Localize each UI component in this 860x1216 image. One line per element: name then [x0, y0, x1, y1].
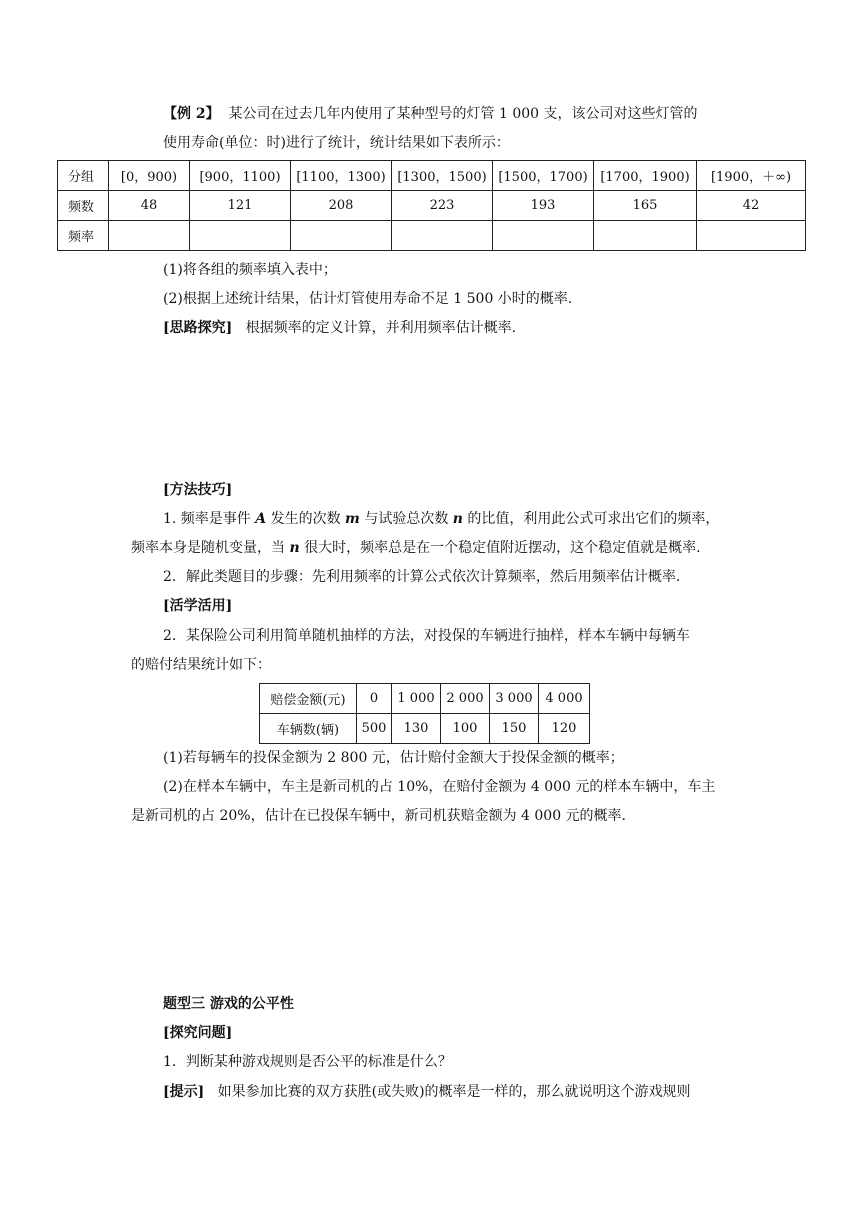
table-cell: [900，1100)	[190, 161, 291, 191]
table-cell: 121	[190, 191, 291, 221]
text-span: 很大时，频率总是在一个稳定值附近摆动，这个稳定值就是概率.	[299, 540, 701, 556]
table-cell: [1700，1900)	[594, 161, 697, 191]
table-row	[58, 221, 806, 251]
table-cell-empty	[190, 221, 291, 251]
question-1: (1)将各组的频率填入表中；	[163, 262, 337, 278]
table-cell: 500	[357, 714, 392, 744]
table-cell: 165	[594, 191, 697, 221]
text-span: 的比值，利用此公式可求出它们的频率，	[462, 511, 720, 527]
hint-label: [提示]	[163, 1084, 205, 1100]
row-label: 频数	[58, 191, 109, 221]
table-cell: 120	[539, 714, 590, 744]
table-row	[58, 191, 806, 221]
example-2-line-1	[163, 104, 698, 124]
text-span: 与试验总次数	[359, 511, 453, 527]
example-2-line-2: 使用寿命(单位：时)进行了统计，统计结果如下表所示：	[163, 135, 510, 151]
methods-p2: 2．解此类题目的步骤：先利用频率的计算公式依次计算频率，然后用频率估计概率.	[163, 569, 681, 585]
table-cell: 150	[490, 714, 539, 744]
table-cell: 42	[697, 191, 806, 221]
table-cell-empty	[392, 221, 493, 251]
explore-question: 1．判断某种游戏规则是否公平的标准是什么？	[163, 1054, 452, 1070]
apply-question-2-line2: 是新司机的占 20%，估计在已投保车辆中，新司机获赔金额为 4 000 元的概率.	[131, 808, 626, 824]
text-span: 1. 频率是事件	[163, 511, 256, 527]
explore-label: [探究问题]	[163, 1025, 233, 1041]
compensation-table	[259, 683, 590, 744]
table-cell: 0	[357, 684, 392, 714]
table-cell: 223	[392, 191, 493, 221]
var-A: A	[255, 511, 267, 527]
thinking-label: [思路探究]	[163, 320, 233, 336]
example-text-1: 某公司在过去几年内使用了某种型号的灯管 1 000 支，该公司对这些灯管的	[228, 106, 698, 122]
apply-line-1: 2．某保险公司利用简单随机抽样的方法，对投保的车辆进行抽样，样本车辆中每辆车	[163, 628, 690, 644]
var-n: n	[452, 511, 463, 527]
table-cell: 208	[291, 191, 392, 221]
apply-question-2-line1: (2)在样本车辆中，车主是新司机的占 10%，在赔付金额为 4 000 元的样本车辆中，车主	[163, 779, 716, 795]
table-cell: 130	[392, 714, 441, 744]
table-row	[260, 684, 590, 714]
table-cell: 3 000	[490, 684, 539, 714]
table-cell: [1100，1300)	[291, 161, 392, 191]
hint-line	[163, 1082, 691, 1102]
table-cell: 车辆数(辆)	[260, 714, 357, 744]
frequency-table	[57, 160, 806, 251]
text-span: 发生的次数	[266, 511, 346, 527]
row-label: 分组	[58, 161, 109, 191]
table-cell: [1300，1500)	[392, 161, 493, 191]
table-cell-empty	[291, 221, 392, 251]
table-cell: 48	[109, 191, 190, 221]
table-cell-empty	[493, 221, 594, 251]
thinking-text: 根据频率的定义计算，并利用频率估计概率.	[245, 320, 517, 336]
table-cell: 赔偿金额(元)	[260, 684, 357, 714]
methods-p1-line2	[131, 538, 701, 558]
apply-label: [活学活用]	[163, 598, 233, 614]
apply-question-1: (1)若每辆车的投保金额为 2 800 元，估计赔付金额大于投保金额的概率；	[163, 750, 624, 766]
section-3-title: 题型三 游戏的公平性	[163, 996, 294, 1012]
table-cell: 2 000	[441, 684, 490, 714]
methods-p1-line1	[163, 509, 719, 529]
hint-text: 如果参加比赛的双方获胜(或失败)的概率是一样的，那么就说明这个游戏规则	[217, 1084, 691, 1100]
example-tag: 【例 2】	[163, 106, 220, 122]
table-cell-empty	[594, 221, 697, 251]
table-cell: [1500，1700)	[493, 161, 594, 191]
text-span: 频率本身是随机变量，当	[131, 540, 290, 556]
table-cell: 4 000	[539, 684, 590, 714]
table-cell: 100	[441, 714, 490, 744]
table-cell-empty	[697, 221, 806, 251]
var-m: m	[345, 511, 360, 527]
table-cell: 193	[493, 191, 594, 221]
table-cell: [1900，＋∞)	[697, 161, 806, 191]
table-cell-empty	[109, 221, 190, 251]
row-label: 频率	[58, 221, 109, 251]
table-cell: 1 000	[392, 684, 441, 714]
question-2: (2)根据上述统计结果，估计灯管使用寿命不足 1 500 小时的概率.	[163, 291, 573, 307]
apply-line-2: 的赔付结果统计如下：	[131, 657, 271, 673]
thinking-line	[163, 318, 516, 338]
table-cell: [0，900)	[109, 161, 190, 191]
var-n: n	[289, 540, 300, 556]
table-row	[58, 161, 806, 191]
table-row	[260, 714, 590, 744]
methods-label: [方法技巧]	[163, 482, 233, 498]
